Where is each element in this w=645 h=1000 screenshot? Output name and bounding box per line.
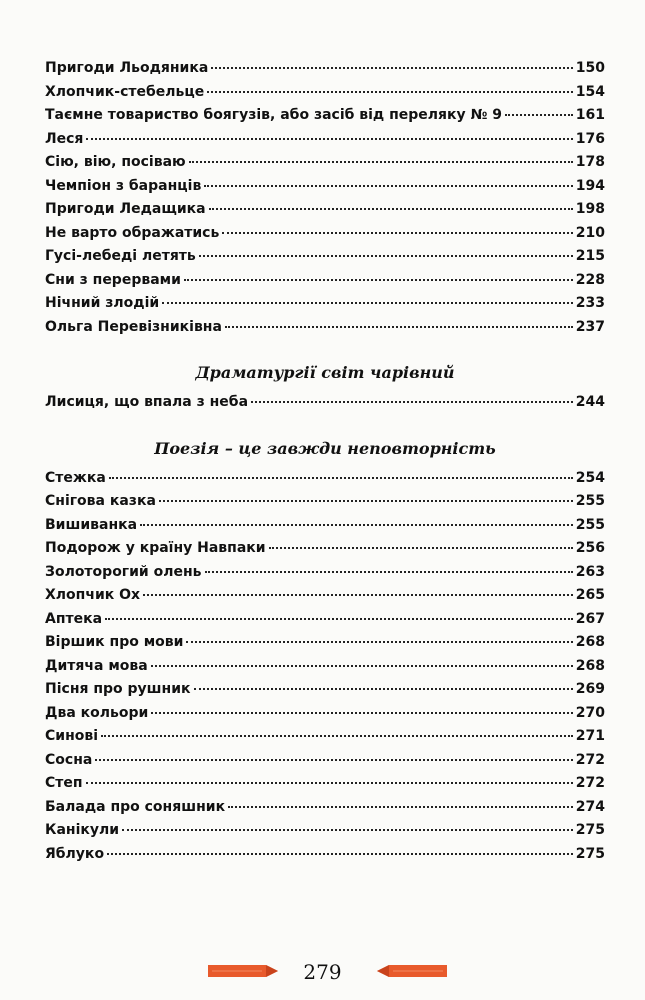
toc-entry-page: 244 — [575, 394, 605, 410]
dot-leader — [199, 241, 573, 257]
toc-entry-page: 150 — [575, 60, 605, 76]
toc-entry-title: Сни з перервами — [45, 271, 181, 288]
toc-entry-title: Степ — [45, 775, 83, 791]
section-heading-poetry: Поезія – це завжди неповторність — [154, 438, 496, 458]
toc-entry-title: Сосна — [45, 751, 93, 768]
toc-entry-title: Яблуко — [45, 845, 105, 862]
toc-entry-title: Не варто ображатись — [45, 224, 220, 241]
toc-entry-page: 255 — [575, 493, 605, 509]
toc-entry — [45, 842, 605, 866]
toc-entry-title: Таємне товариство боягузів, або засіб від переляку № 9 — [45, 107, 502, 123]
dot-leader — [151, 698, 572, 714]
toc-entry-page: 275 — [575, 822, 605, 838]
dot-leader — [101, 721, 573, 737]
toc-entry-page: 233 — [575, 295, 605, 311]
toc-entry-page: 263 — [575, 563, 605, 580]
toc-entry-page: 255 — [575, 516, 605, 533]
toc-entry-page: 237 — [575, 318, 605, 335]
dot-leader — [86, 768, 573, 784]
toc-entry-page: 269 — [575, 681, 605, 697]
dot-leader — [222, 218, 572, 234]
toc-entry-title: Нічний злодій — [45, 295, 160, 311]
dot-leader — [251, 387, 573, 403]
table-of-contents — [45, 56, 605, 865]
toc-entry-page: 154 — [575, 83, 605, 100]
dot-leader — [204, 171, 572, 187]
page-number: 279 — [303, 960, 342, 984]
dot-leader — [189, 147, 573, 163]
toc-entry-title: Синові — [45, 728, 99, 744]
dot-leader — [107, 839, 573, 855]
toc-entry-title: Ольга Перевізниківна — [45, 318, 222, 335]
toc-entry-title: Стежка — [45, 469, 106, 486]
toc-entry-page: 268 — [575, 657, 605, 674]
toc-entry-title: Хлопчик Ох — [45, 587, 141, 603]
toc-entry-title: Подорож у країну Навпаки — [45, 540, 266, 556]
toc-entry-page: 267 — [575, 610, 605, 627]
toc-entry-title: Гусі-лебеді летять — [45, 248, 196, 264]
page-footer — [0, 958, 645, 986]
dot-leader — [140, 510, 573, 526]
toc-entry-page: 228 — [575, 271, 605, 288]
dot-leader — [86, 124, 572, 140]
dot-leader — [186, 627, 572, 643]
dot-leader — [209, 194, 573, 210]
dot-leader — [122, 815, 573, 831]
toc-group-prose — [45, 56, 605, 338]
toc-entry-title: Дитяча мова — [45, 657, 148, 674]
toc-entry-page: 254 — [575, 469, 605, 486]
toc-entry-page: 176 — [575, 130, 605, 147]
dot-leader — [162, 288, 573, 304]
toc-entry-title: Аптека — [45, 610, 103, 627]
toc-entry-title: Віршик про мови — [45, 634, 184, 650]
toc-entry-title: Чемпіон з баранців — [45, 177, 202, 194]
toc-entry-title: Канікули — [45, 822, 120, 838]
toc-entry-title: Два кольори — [45, 704, 149, 721]
toc-entry-title: Леся — [45, 130, 84, 147]
dot-leader — [105, 604, 573, 620]
toc-entry-page: 268 — [575, 634, 605, 650]
toc-entry-title: Лисиця, що впала з неба — [45, 394, 249, 410]
dot-leader — [228, 792, 573, 808]
dot-leader — [269, 533, 573, 549]
toc-entry-title: Хлопчик-стебельце — [45, 83, 205, 100]
toc-entry-page: 198 — [575, 201, 605, 217]
dot-leader — [207, 77, 573, 93]
dot-leader — [505, 100, 573, 116]
toc-entry-page: 178 — [575, 154, 605, 170]
dot-leader — [143, 580, 573, 596]
dot-leader — [159, 486, 573, 502]
toc-entry-title: Пригоди Льодяника — [45, 60, 209, 76]
toc-entry-title: Сію, вію, посіваю — [45, 154, 186, 170]
toc-entry — [45, 390, 605, 414]
toc-entry-page: 215 — [575, 248, 605, 264]
toc-entry-page: 194 — [575, 177, 605, 194]
dot-leader — [225, 312, 573, 328]
toc-entry-page: 272 — [575, 775, 605, 791]
dot-leader — [194, 674, 573, 690]
section-heading-drama: Драматургії світ чарівний — [195, 363, 455, 382]
toc-entry-page: 265 — [575, 587, 605, 603]
toc-entry-title: Пригоди Ледащика — [45, 201, 206, 217]
toc-entry-page: 256 — [575, 540, 605, 556]
dot-leader — [184, 265, 573, 281]
toc-entry-page: 270 — [575, 704, 605, 721]
dot-leader — [109, 463, 573, 479]
dot-leader — [151, 651, 573, 667]
dot-leader — [205, 557, 573, 573]
toc-entry-title: Балада про соняшник — [45, 798, 226, 815]
toc-entry-page: 210 — [575, 224, 605, 241]
toc-entry-title: Пісня про рушник — [45, 681, 191, 697]
dot-leader — [211, 53, 572, 69]
dot-leader — [95, 745, 572, 761]
toc-entry-page: 275 — [575, 845, 605, 862]
toc-entry-page: 271 — [575, 728, 605, 744]
pencil-icon — [377, 964, 447, 978]
toc-entry-title: Снігова казка — [45, 493, 156, 509]
toc-entry-page: 274 — [575, 798, 605, 815]
toc-group-poetry — [45, 466, 605, 866]
toc-entry-page: 161 — [575, 107, 605, 123]
toc-group-drama — [45, 390, 605, 414]
toc-entry — [45, 315, 605, 339]
toc-entry-title: Золоторогий олень — [45, 563, 202, 580]
toc-entry-title: Вишиванка — [45, 516, 138, 533]
toc-entry-page: 272 — [575, 751, 605, 768]
